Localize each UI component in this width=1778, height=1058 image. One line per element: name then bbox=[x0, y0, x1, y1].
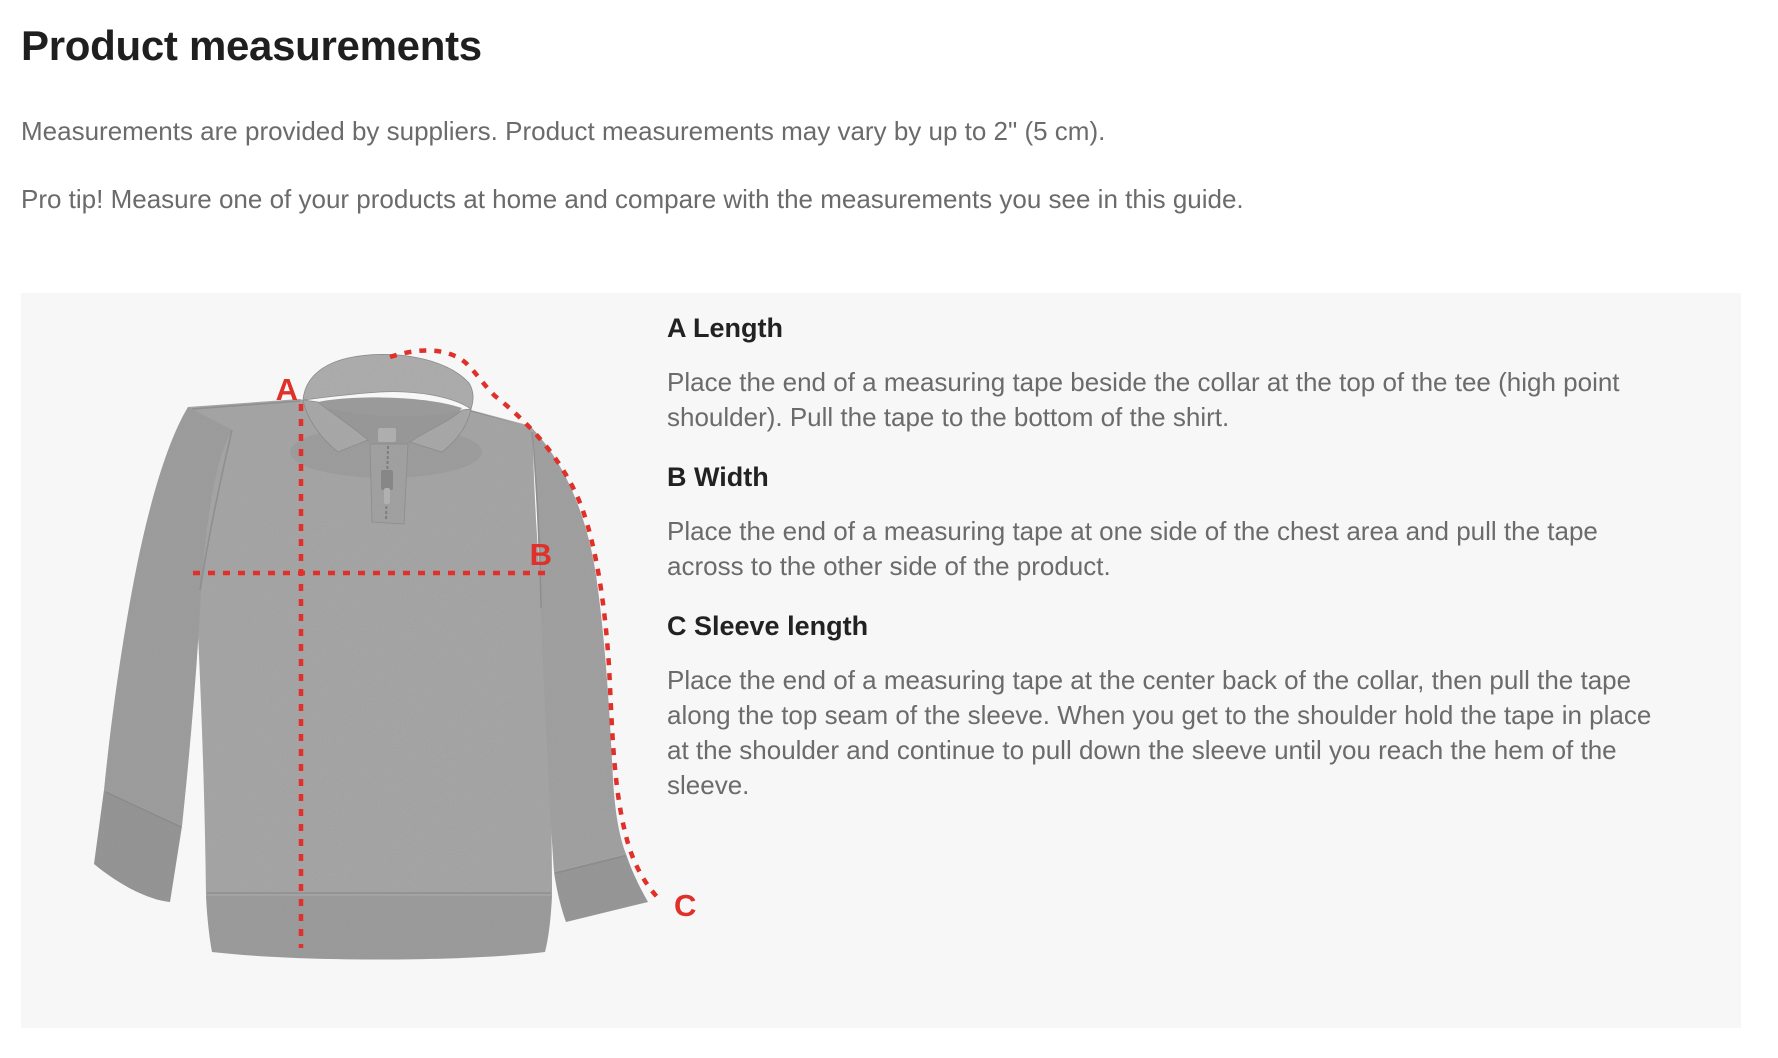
measurement-guide bbox=[667, 312, 1679, 803]
section-sleeve-length bbox=[667, 610, 1679, 803]
section-length bbox=[667, 312, 1679, 435]
section-width bbox=[667, 461, 1679, 584]
label-a: A bbox=[275, 372, 298, 407]
intro-text: Measurements are provided by suppliers. Product measurements may vary by up to 2" (5 cm). bbox=[21, 116, 1106, 146]
measurement-panel bbox=[21, 293, 1741, 1028]
label-c: C bbox=[674, 888, 697, 923]
section-heading: C Sleeve length bbox=[667, 611, 869, 641]
section-description: Place the end of a measuring tape at the center back of the collar, then pull the tape along the top seam of the sleeve. When you get to the shoulder hold the tape in place at the shoulder and continue to pull down the sleeve until you reach the hem of the sleeve. bbox=[667, 665, 1652, 800]
section-description: Place the end of a measuring tape at one side of the chest area and pull the tape across to the other side of the product. bbox=[667, 516, 1598, 581]
section-heading: B Width bbox=[667, 462, 769, 492]
section-heading: A Length bbox=[667, 313, 783, 343]
pro-tip-text: Pro tip! Measure one of your products at home and compare with the measurements you see in this guide. bbox=[21, 184, 1244, 214]
label-b: B bbox=[529, 537, 552, 572]
section-description: Place the end of a measuring tape beside the collar at the top of the tee (high point shoulder). Pull the tape to the bottom of the shirt. bbox=[667, 367, 1620, 432]
page-title: Product measurements bbox=[21, 22, 482, 69]
